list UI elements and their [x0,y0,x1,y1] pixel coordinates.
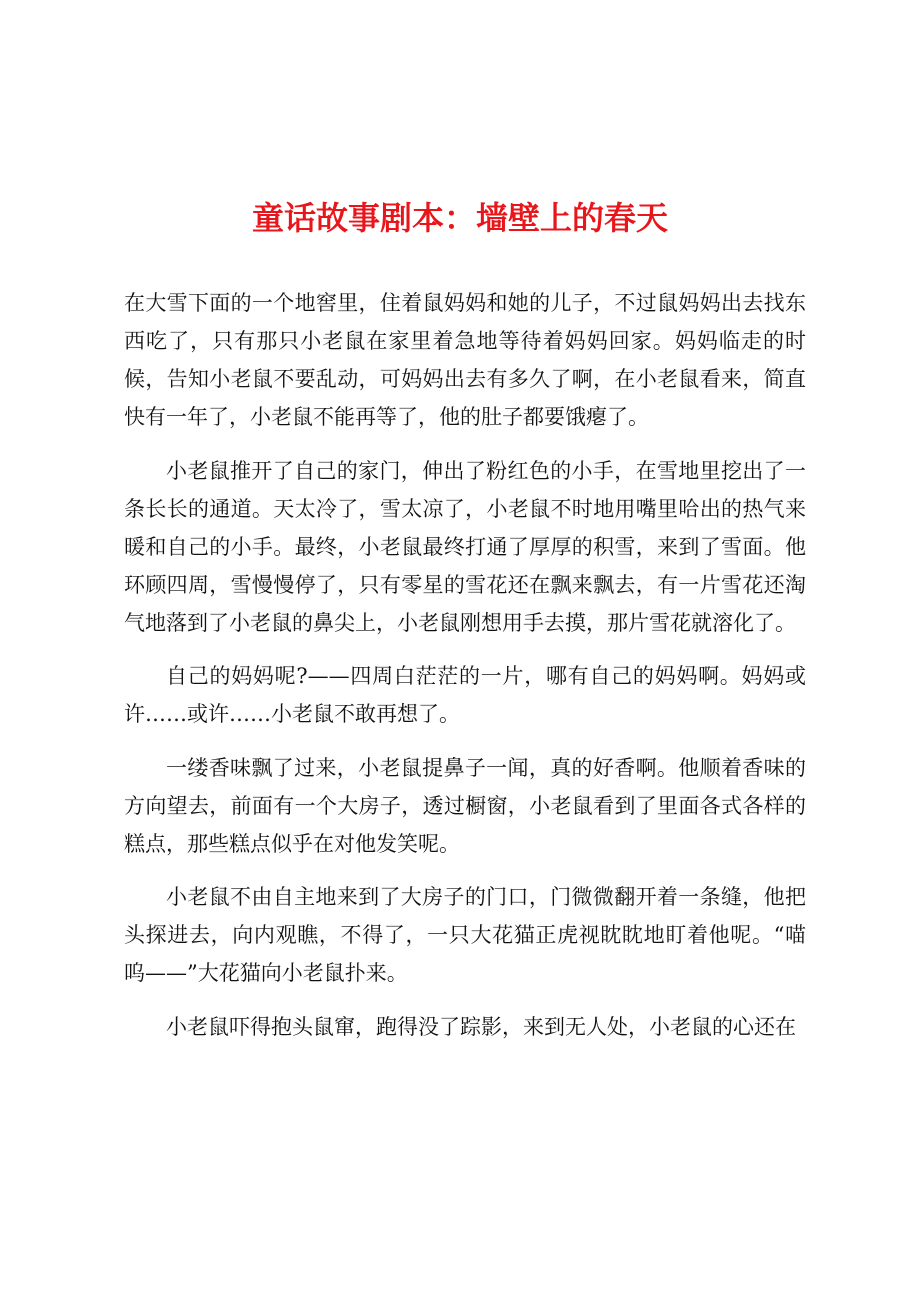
document-body [124,284,806,1061]
paragraph-4: 一缕香味飘了过来，小老鼠提鼻子一闻，真的好香啊。他顺着香味的方向望去，前面有一个大房子，透过橱窗，小老鼠看到了里面各式各样的糕点，那些糕点似乎在对他发笑呢。 [124,755,806,856]
paragraph-1: 在大雪下面的一个地窖里，住着鼠妈妈和她的儿子，不过鼠妈妈出去找东西吃了，只有那只小老鼠在家里着急地等待着妈妈回家。妈妈临走的时候，告知小老鼠不要乱动，可妈妈出去有多久了啊，在小老鼠看来，简直快有一年了，小老鼠不能再等了，他的肚子都要饿瘪了。 [124,291,806,429]
paragraph-3: 自己的妈妈呢?——四周白茫茫的一片，哪有自己的妈妈啊。妈妈或许……或许……小老鼠不敢再想了。 [124,664,806,726]
document-title: 童话故事剧本：墙壁上的春天 [251,199,668,237]
paragraph-6: 小老鼠吓得抱头鼠窜，跑得没了踪影，来到无人处，小老鼠的心还在 [166,1014,796,1039]
paragraph-2: 小老鼠推开了自己的家门，伸出了粉红色的小手，在雪地里挖出了一条长长的通道。天太冷了，雪太凉了，小老鼠不时地用嘴里哈出的热气来暖和自己的小手。最终，小老鼠最终打通了厚厚的积雪，来到了雪面。他环顾四周，雪慢慢停了，只有零星的雪花还在飘来飘去，有一片雪花还淘气地落到了小老鼠的鼻尖上，小老鼠刚想用手去摸，那片雪花就溶化了。 [124,458,806,635]
paragraph-5: 小老鼠不由自主地来到了大房子的门口，门微微翻开着一条缝，他把头探进去，向内观瞧，不得了，一只大花猫正虎视眈眈地盯着他呢。“喵呜——”大花猫向小老鼠扑来。 [124,885,806,985]
